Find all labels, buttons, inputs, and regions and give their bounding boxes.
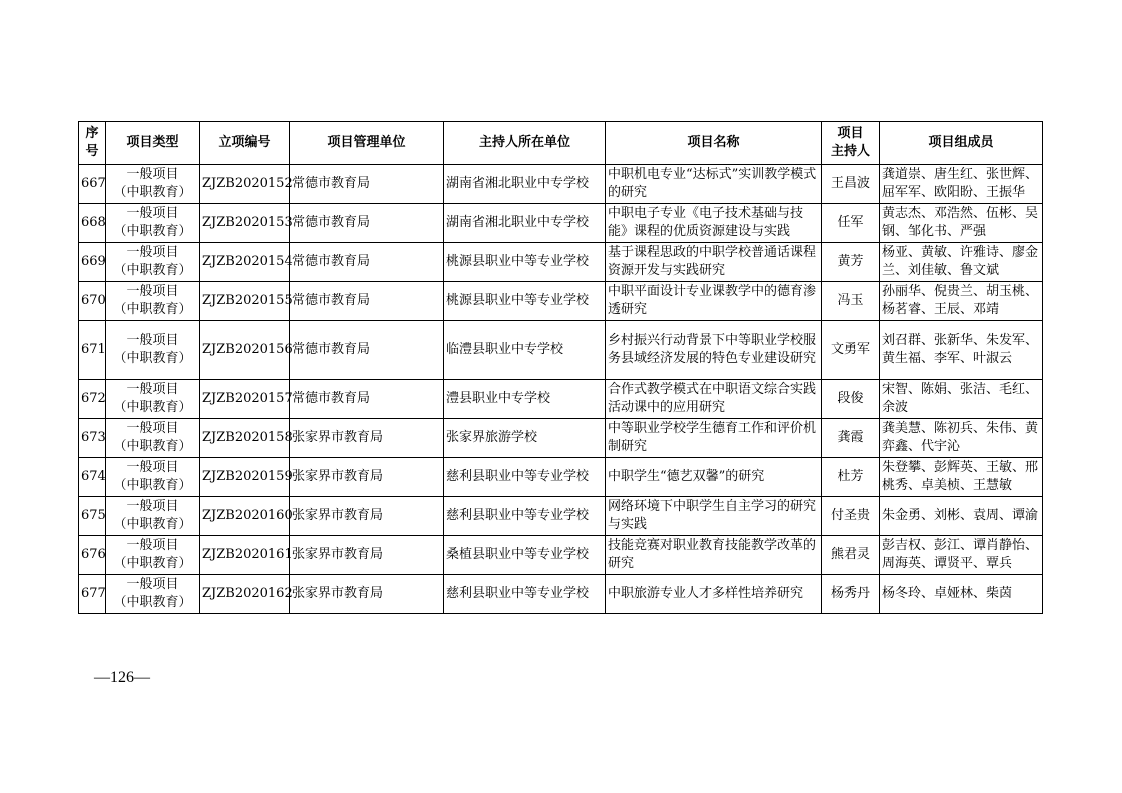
cell-type	[106, 380, 200, 419]
cell-mgmt: 张家界市教育局	[290, 458, 444, 497]
cell-host: 付圣贵	[822, 497, 880, 536]
cell-host-unit: 桃源县职业中等专业学校	[444, 282, 606, 321]
cell-host-unit: 桑植县职业中等专业学校	[444, 536, 606, 575]
cell-seq: 672	[79, 380, 106, 419]
cell-name: 中等职业学校学生德育工作和评价机制研究	[606, 419, 822, 458]
cell-type-line1: 一般项目	[126, 577, 179, 592]
cell-name: 合作式教学模式在中职语文综合实践活动课中的应用研究	[606, 380, 822, 419]
header-host: 项目 主持人	[822, 122, 880, 165]
cell-type	[106, 458, 200, 497]
cell-code: ZJZB2020158	[200, 419, 290, 458]
cell-mgmt: 张家界市教育局	[290, 497, 444, 536]
cell-host-unit: 湖南省湘北职业中专学校	[444, 165, 606, 204]
table-row	[79, 165, 1043, 204]
cell-type-line2: （中职教育）	[113, 400, 192, 415]
cell-name: 网络环境下中职学生自主学习的研究与实践	[606, 497, 822, 536]
cell-type-line1: 一般项目	[126, 284, 179, 299]
cell-type-line2: （中职教育）	[113, 263, 192, 278]
header-type: 项目类型	[106, 122, 200, 165]
cell-host-unit: 慈利县职业中等专业学校	[444, 497, 606, 536]
cell-code: ZJZB2020154	[200, 243, 290, 282]
table-row	[79, 321, 1043, 380]
header-host-unit: 主持人所在单位	[444, 122, 606, 165]
cell-type-line2: （中职教育）	[113, 595, 192, 610]
cell-code: ZJZB2020159	[200, 458, 290, 497]
cell-seq: 669	[79, 243, 106, 282]
cell-name: 中职电子专业《电子技术基础与技能》课程的优质资源建设与实践	[606, 204, 822, 243]
cell-type-line1: 一般项目	[126, 167, 179, 182]
cell-type-line1: 一般项目	[126, 460, 179, 475]
cell-type-line1: 一般项目	[126, 245, 179, 260]
cell-mgmt: 常德市教育局	[290, 165, 444, 204]
table-row	[79, 419, 1043, 458]
header-members: 项目组成员	[880, 122, 1043, 165]
cell-seq: 677	[79, 575, 106, 614]
cell-type-line2: （中职教育）	[113, 517, 192, 532]
cell-members: 龚美慧、陈初兵、朱伟、黄弈鑫、代宇沁	[880, 419, 1043, 458]
cell-type	[106, 497, 200, 536]
cell-type	[106, 165, 200, 204]
cell-type-line1: 一般项目	[126, 382, 179, 397]
cell-name: 中职机电专业“达标式”实训教学模式的研究	[606, 165, 822, 204]
cell-seq: 667	[79, 165, 106, 204]
cell-host-unit: 湖南省湘北职业中专学校	[444, 204, 606, 243]
cell-members: 黄志杰、邓浩然、伍彬、吴钢、邹化书、严强	[880, 204, 1043, 243]
cell-host: 杜芳	[822, 458, 880, 497]
cell-code: ZJZB2020152	[200, 165, 290, 204]
cell-seq: 673	[79, 419, 106, 458]
cell-host-unit: 慈利县职业中等专业学校	[444, 575, 606, 614]
cell-members: 杨亚、黄敏、许雅诗、廖金兰、刘佳敏、鲁文斌	[880, 243, 1043, 282]
cell-type-line2: （中职教育）	[113, 439, 192, 454]
cell-members: 杨冬玲、卓娅林、柴茵	[880, 575, 1043, 614]
cell-members: 朱金勇、刘彬、袁周、谭渝	[880, 497, 1043, 536]
cell-members: 彭吉权、彭江、谭肖静怡、周海英、谭贤平、覃兵	[880, 536, 1043, 575]
cell-mgmt: 常德市教育局	[290, 282, 444, 321]
cell-seq: 674	[79, 458, 106, 497]
project-list-table	[78, 121, 1043, 614]
page-number: —126—	[94, 669, 150, 686]
cell-type-line1: 一般项目	[126, 499, 179, 514]
cell-type-line1: 一般项目	[126, 206, 179, 221]
cell-members: 宋智、陈娟、张洁、毛红、余波	[880, 380, 1043, 419]
cell-host: 熊君灵	[822, 536, 880, 575]
cell-type	[106, 321, 200, 380]
cell-mgmt: 常德市教育局	[290, 243, 444, 282]
table-row	[79, 204, 1043, 243]
cell-code: ZJZB2020161	[200, 536, 290, 575]
cell-type	[106, 282, 200, 321]
cell-mgmt: 张家界市教育局	[290, 536, 444, 575]
cell-host-unit: 张家界旅游学校	[444, 419, 606, 458]
header-mgmt: 项目管理单位	[290, 122, 444, 165]
cell-code: ZJZB2020160	[200, 497, 290, 536]
cell-type-line1: 一般项目	[126, 333, 179, 348]
cell-name: 技能竞赛对职业教育技能教学改革的研究	[606, 536, 822, 575]
header-code: 立项编号	[200, 122, 290, 165]
table-row	[79, 458, 1043, 497]
cell-members: 刘召群、张新华、朱发军、黄生福、李军、叶淑云	[880, 321, 1043, 380]
cell-type-line2: （中职教育）	[113, 224, 192, 239]
cell-seq: 671	[79, 321, 106, 380]
table-row	[79, 380, 1043, 419]
cell-name: 中职平面设计专业课教学中的德育渗透研究	[606, 282, 822, 321]
table-header-row	[79, 122, 1043, 165]
cell-seq: 668	[79, 204, 106, 243]
cell-code: ZJZB2020153	[200, 204, 290, 243]
cell-code: ZJZB2020162	[200, 575, 290, 614]
cell-host-unit: 桃源县职业中等专业学校	[444, 243, 606, 282]
cell-type	[106, 243, 200, 282]
cell-name: 乡村振兴行动背景下中等职业学校服务县域经济发展的特色专业建设研究	[606, 321, 822, 380]
cell-type	[106, 204, 200, 243]
cell-type-line1: 一般项目	[126, 538, 179, 553]
header-name: 项目名称	[606, 122, 822, 165]
cell-type-line2: （中职教育）	[113, 351, 192, 366]
cell-type	[106, 575, 200, 614]
cell-type-line2: （中职教育）	[113, 185, 192, 200]
cell-seq: 676	[79, 536, 106, 575]
cell-mgmt: 常德市教育局	[290, 380, 444, 419]
cell-type	[106, 419, 200, 458]
cell-members: 龚道崇、唐生红、张世辉、屈军军、欧阳盼、王振华	[880, 165, 1043, 204]
cell-host: 王昌波	[822, 165, 880, 204]
cell-code: ZJZB2020155	[200, 282, 290, 321]
cell-type-line2: （中职教育）	[113, 302, 192, 317]
cell-name: 基于课程思政的中职学校普通话课程资源开发与实践研究	[606, 243, 822, 282]
table-row	[79, 536, 1043, 575]
header-seq: 序 号	[79, 122, 106, 165]
cell-type-line1: 一般项目	[126, 421, 179, 436]
cell-host: 黄芳	[822, 243, 880, 282]
cell-seq: 670	[79, 282, 106, 321]
table-row	[79, 497, 1043, 536]
cell-type	[106, 536, 200, 575]
cell-code: ZJZB2020157	[200, 380, 290, 419]
cell-host-unit: 澧县职业中专学校	[444, 380, 606, 419]
cell-host: 龚霞	[822, 419, 880, 458]
cell-mgmt: 常德市教育局	[290, 204, 444, 243]
cell-host: 杨秀丹	[822, 575, 880, 614]
cell-mgmt: 张家界市教育局	[290, 575, 444, 614]
cell-name: 中职旅游专业人才多样性培养研究	[606, 575, 822, 614]
cell-mgmt: 张家界市教育局	[290, 419, 444, 458]
cell-mgmt: 常德市教育局	[290, 321, 444, 380]
cell-name: 中职学生“德艺双馨”的研究	[606, 458, 822, 497]
cell-seq: 675	[79, 497, 106, 536]
table-row	[79, 282, 1043, 321]
cell-host: 文勇军	[822, 321, 880, 380]
cell-members: 朱登攀、彭辉英、王敏、邢桃秀、卓美桢、王慧敏	[880, 458, 1043, 497]
cell-type-line2: （中职教育）	[113, 556, 192, 571]
cell-host: 冯玉	[822, 282, 880, 321]
cell-members: 孙丽华、倪贵兰、胡玉桃、杨茗睿、王辰、邓靖	[880, 282, 1043, 321]
cell-type-line2: （中职教育）	[113, 478, 192, 493]
cell-host: 任军	[822, 204, 880, 243]
table-row	[79, 575, 1043, 614]
cell-code: ZJZB2020156	[200, 321, 290, 380]
table-row	[79, 243, 1043, 282]
cell-host: 段俊	[822, 380, 880, 419]
cell-host-unit: 临澧县职业中专学校	[444, 321, 606, 380]
cell-host-unit: 慈利县职业中等专业学校	[444, 458, 606, 497]
